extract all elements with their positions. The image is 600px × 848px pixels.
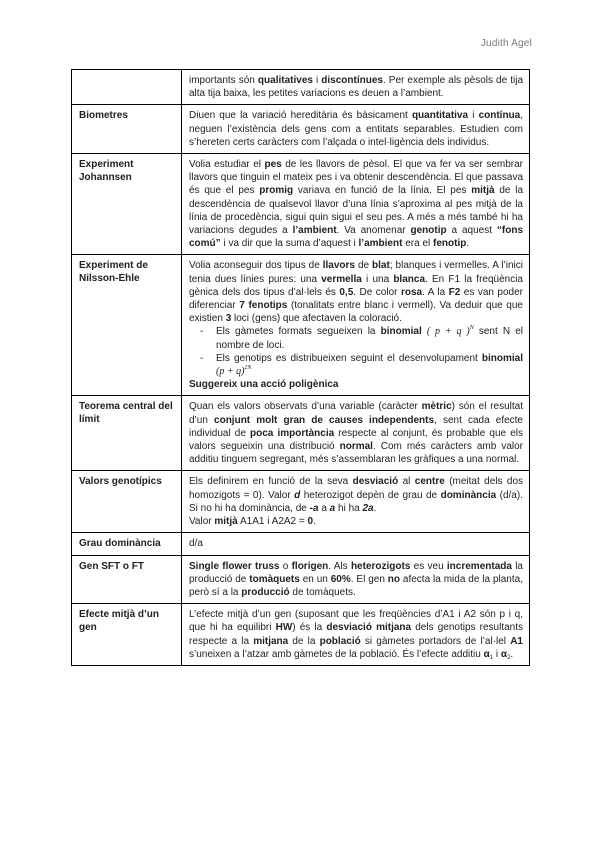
paragraph: Els definirem en funció de la seva desviació al centre (meitat dels dos homozigots = 0). Valor d heterozigot depèn de grau de dominància (d/a). Si no hi ha dominància, de -a a a hi ha 2a. [189,476,524,514]
description-cell: importants són qualitatives i discontínues. Per exemple als pèsols de tija alta tija baixa, les petites variacions es deuen a l’ambient. [182,70,530,105]
description-teorema-central: Quan els valors observats d’una variable (caràcter mètric) són el resultat d’un conjunt molt gran de causes independents, sent cada efecte individual de poca importància respecte al conjunt, és probable que els valors segueixin una distribució normal. Com més caràcters amb valor additiu tinguem segregant, més s’assemblaran les gràfiques a una normal. [182,396,530,471]
description-efecte-mitja: L’efecte mitjà d’un gen (suposant que les freqüències d’A1 i A2 són p i q, que hi ha equilibri HW) és la desviació mitjana dels genotips resultants respecte a la mitjana de la població si gàmetes portadors de l’al·lel A1 s’uneixen a l’atzar amb gàmetes de la població. És l’efecte additiu $\alpha_1$ i $\alpha_2$. [182,604,530,666]
table-row [72,533,530,555]
term-nilsson-ehle: Experiment de Nilsson-Ehle [72,255,182,396]
description-valors-genotipics [182,471,530,533]
table-row [72,154,530,255]
term-cell [72,70,182,105]
term-biometres: Biometres [72,105,182,154]
term-grau-dominancia: Grau dominància [72,533,182,555]
table-row [72,105,530,154]
term-efecte-mitja: Efecte mitjà d’un gen [72,604,182,666]
table-row [72,471,530,533]
author-name: Judith Agel [480,38,532,49]
list-item: - Els genotips es distribueixen seguint el desenvolupament binomial $(p + q)^{2N}$ [216,352,523,378]
bullet-list [189,325,523,378]
genetics-table [71,69,530,666]
description-biometres: Diuen que la variació hereditària és bàsicament quantitativa i contínua, neguen l’existència dels gens com a entitats separables. Estudien com s’hereten certs caràcters com l’alçada o intel·ligència dels individus. [182,105,530,154]
term-teorema-central: Teorema central del límit [72,396,182,471]
conclusion: Suggereix una acció poligènica [189,379,339,391]
table-row [72,555,530,604]
table-row [72,396,530,471]
description-gen-sft: Single flower truss o florigen. Als heterozigots es veu incrementada la producció de tomàquets en un 60%. El gen no afecta la mida de la planta, però sí a la producció de tomàquets. [182,555,530,604]
term-johannsen: Experiment Johannsen [72,154,182,255]
list-item: - Els gàmetes formats segueixen la binomial ( p + q )$^N$ sent N el nombre de loci. [216,325,523,351]
paragraph: Volia aconseguir dos tipus de llavors de blat; blanques i vermelles. A l’inici tenia dues línies pures: una vermella i una blanca. En F1 la freqüència gènica dels dos tipus d’al·lels és 0,5. De color rosa. A la F2 es van poder diferenciar 7 fenotips (tonalitats entre blanc i vermell). Va deduir que que existien 3 loci (gens) que afectaven la coloració. [189,260,523,325]
formula: $(p + q)^{2N}$ [216,365,252,378]
description-johannsen: Volia estudiar el pes de les llavors de pèsol. El que va fer va ser sembrar llavors que tinguin el mateix pes i va obtenir descendència. El que passava és que el pes promig variava en funció de la línia. El pes mitjà de la descendència de qualsevol llavor d’una línia s’aproxima al pes mitjà de la línia de procedència, sigui quin sigui el seu pes. A més a més també hi ha variacions degudes a l’ambient. Va anomenar genotip a aquest “fons comú” i va dir que la suma d’aquest i l’ambient era el fenotip. [182,154,530,255]
description-grau-dominancia: d/a [182,533,530,555]
term-valors-genotipics: Valors genotípics [72,471,182,533]
term-gen-sft: Gen SFT o FT [72,555,182,604]
table-row [72,70,530,105]
description-nilsson-ehle [182,255,530,396]
table-row [72,255,530,396]
table-row [72,604,530,666]
paragraph: Valor mitjà A1A1 i A2A2 = 0. [189,516,316,528]
formula: ( p + q )$^N$ [426,325,474,338]
